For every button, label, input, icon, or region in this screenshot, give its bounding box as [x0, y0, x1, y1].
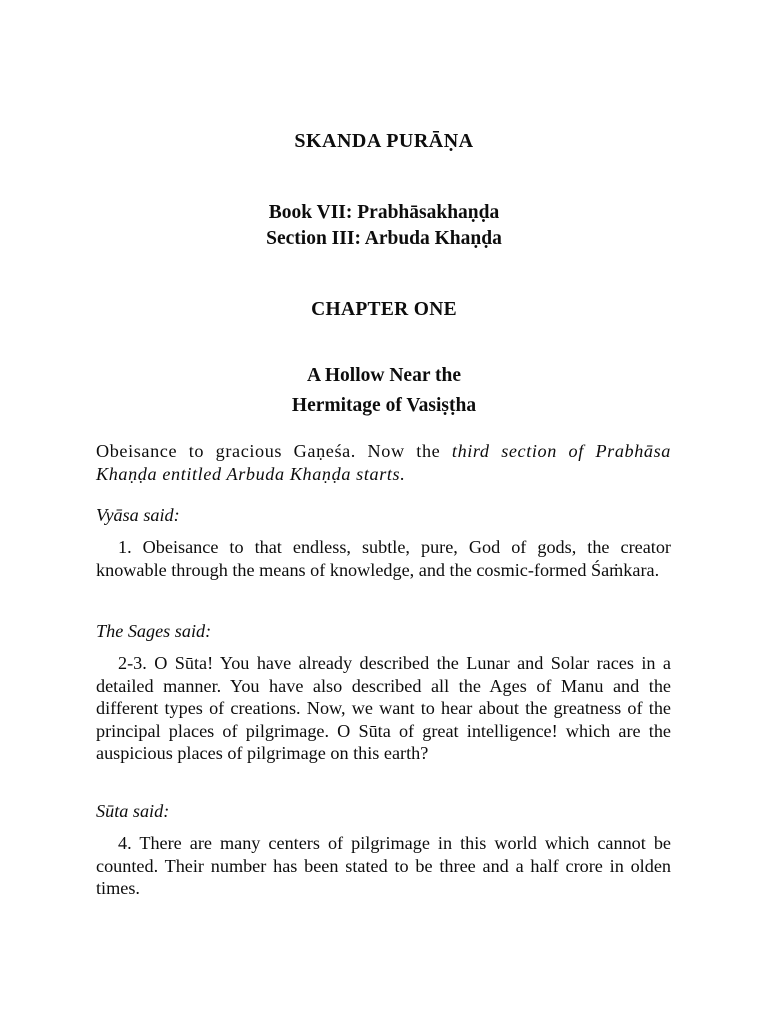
intro-plain-text: Obeisance to gracious Gaṇeśa. Now the	[96, 441, 452, 461]
speaker-label: The Sages said:	[96, 621, 212, 641]
book-title: SKANDA PURĀṆA	[294, 130, 474, 152]
chapter-heading: CHAPTER ONE	[311, 299, 457, 320]
book-heading: Book VII: Prabhāsakhaṇḍa	[268, 202, 500, 223]
verse-paragraph: 2-3. O Sūta! You have already described the Lunar and Solar races in a detailed manner. You have also described all the Ages of Manu and the different types of creations. Now, we want to hear about the greatness of the principal places of pilgrimage. O Sūta of great intelligence! which are the auspicious places of pilgrimage on this earth?	[96, 653, 671, 763]
section-heading: Section III: Arbuda Khaṇḍa	[266, 228, 502, 249]
chapter-subtitle-line1: A Hollow Near the	[306, 365, 461, 386]
intro-italic-text: third section of Prabhāsa Khaṇḍa entitled Arbuda Khaṇḍa starts.	[96, 441, 671, 484]
intro-paragraph	[96, 440, 671, 485]
verse-paragraph: 1. Obeisance to that endless, subtle, pure, God of gods, the creator knowable through the means of knowledge, and the cosmic-formed Śaṁkara.	[96, 537, 671, 580]
speaker-label: Sūta said:	[96, 801, 170, 821]
speaker-label: Vyāsa said:	[96, 505, 180, 525]
chapter-subtitle-line2: Hermitage of Vasiṣṭha	[291, 395, 477, 416]
verse-paragraph: 4. There are many centers of pilgrimage in this world which cannot be counted. Their number has been stated to be three and a half crore in olden times.	[96, 833, 671, 898]
